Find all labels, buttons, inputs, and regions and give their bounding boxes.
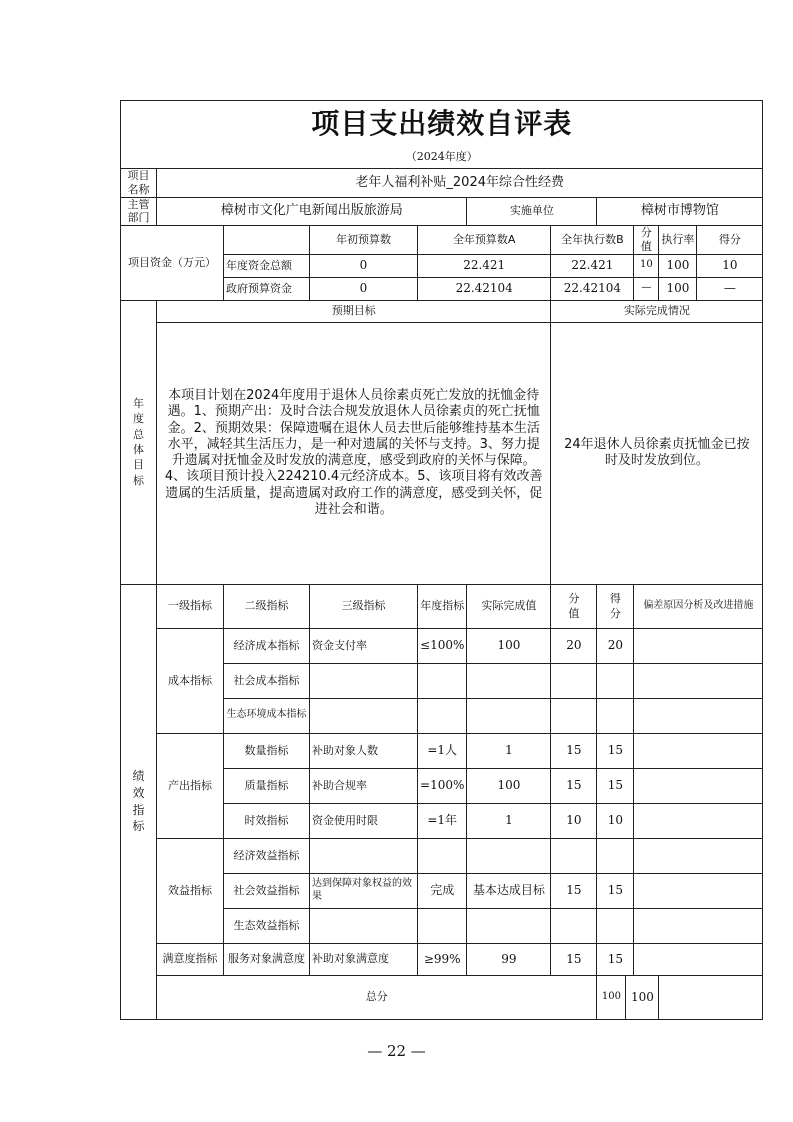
project-name-label: 项目名称	[121, 169, 157, 198]
note-cell	[634, 908, 763, 943]
actual-cell: 基本达成目标	[467, 873, 551, 908]
points-cell: 15	[551, 943, 597, 975]
score-cell: 15	[597, 733, 634, 768]
planned-goal-header: 预期目标	[157, 300, 551, 322]
points-cell	[551, 663, 597, 698]
project-name: 老年人福利补贴_2024年综合性经费	[157, 169, 763, 198]
level3-cell: 资金使用时限	[310, 803, 418, 838]
funds-header-rate: 执行率	[659, 226, 697, 255]
actual-cell	[467, 908, 551, 943]
header-level1: 一级指标	[157, 584, 224, 628]
unit-value: 樟树市博物馆	[597, 197, 763, 226]
dept-value: 樟树市文化广电新闻出版旅游局	[157, 197, 467, 226]
actual-cell	[467, 698, 551, 733]
actual-cell	[467, 663, 551, 698]
note-cell	[634, 663, 763, 698]
level2-cell: 时效指标	[224, 803, 310, 838]
level3-cell: 补助合规率	[310, 768, 418, 803]
score-cell	[597, 908, 634, 943]
header-score: 得分	[597, 584, 634, 628]
target-cell	[418, 698, 467, 733]
points-cell	[551, 838, 597, 873]
note-cell	[634, 698, 763, 733]
performance-evaluation-table	[120, 100, 763, 1020]
target-cell	[418, 838, 467, 873]
target-cell: ≤100%	[418, 628, 467, 663]
level2-cell: 生态效益指标	[224, 908, 310, 943]
total-note	[659, 975, 763, 1019]
note-cell	[634, 733, 763, 768]
funds-row-score: —	[697, 277, 763, 300]
target-cell	[418, 663, 467, 698]
actual-cell: 100	[467, 628, 551, 663]
score-cell: 15	[597, 873, 634, 908]
note-cell	[634, 628, 763, 663]
target-cell: =1年	[418, 803, 467, 838]
total-label: 总分	[157, 975, 597, 1019]
target-cell: =1人	[418, 733, 467, 768]
funds-row-rate: 100	[659, 277, 697, 300]
level3-cell: 补助对象人数	[310, 733, 418, 768]
level3-cell: 补助对象满意度	[310, 943, 418, 975]
target-cell	[418, 908, 467, 943]
actual-cell: 100	[467, 768, 551, 803]
score-cell	[597, 663, 634, 698]
note-cell	[634, 873, 763, 908]
actual-result-text: 24年退休人员徐素贞抚恤金已按时及时发放到位。	[551, 322, 763, 584]
score-cell: 10	[597, 803, 634, 838]
funds-row-executed: 22.421	[551, 254, 634, 277]
funds-row-name: 政府预算资金	[224, 277, 310, 300]
level2-cell: 经济成本指标	[224, 628, 310, 663]
level3-cell: 资金支付率	[310, 628, 418, 663]
header-note: 偏差原因分析及改进措施	[634, 584, 763, 628]
level2-cell: 数量指标	[224, 733, 310, 768]
actual-cell: 1	[467, 733, 551, 768]
score-cell: 15	[597, 768, 634, 803]
group-output: 产出指标	[157, 733, 224, 838]
level3-cell: 达到保障对象权益的效果	[310, 873, 418, 908]
funds-header-executed: 全年执行数B	[551, 226, 634, 255]
funds-header-score-value: 分值	[634, 226, 659, 255]
page-title: 项目支出绩效自评表	[121, 101, 763, 146]
funds-row-name: 年度资金总额	[224, 254, 310, 277]
header-level2: 二级指标	[224, 584, 310, 628]
group-satisfaction: 满意度指标	[157, 943, 224, 975]
year-note: （2024年度）	[121, 146, 763, 169]
level3-cell	[310, 698, 418, 733]
group-cost: 成本指标	[157, 628, 224, 733]
note-cell	[634, 838, 763, 873]
funds-header-budget: 全年预算数A	[418, 226, 551, 255]
header-points: 分值	[551, 584, 597, 628]
level3-cell	[310, 663, 418, 698]
points-cell: 15	[551, 768, 597, 803]
funds-row-score-value: —	[634, 277, 659, 300]
dept-label: 主管部门	[121, 197, 157, 226]
actual-cell	[467, 838, 551, 873]
actual-result-header: 实际完成情况	[551, 300, 763, 322]
points-cell: 10	[551, 803, 597, 838]
planned-goal-text: 本项目计划在2024年度用于退休人员徐素贞死亡发放的抚恤金待遇。1、预期产出：及时合法合规发放退休人员徐素贞的死亡抚恤金。2、预期效果：保障遗嘱在退休人员去世后能够维持基本生活水平，减轻其生活压力，是一种对遗属的关怀与支持。3、努力提升遗属对抚恤金及时发放的满意度，感受到政府的关怀与保障。4、该项目预计投入224210.4元经济成本。5、该项目将有效改善遗属的生活质量，提高遗属对政府工作的满意度，感受到关怀，促进社会和谐。	[157, 322, 551, 584]
level2-cell: 质量指标	[224, 768, 310, 803]
header-actual: 实际完成值	[467, 584, 551, 628]
target-cell: =100%	[418, 768, 467, 803]
note-cell	[634, 768, 763, 803]
funds-row-executed: 22.42104	[551, 277, 634, 300]
points-cell: 20	[551, 628, 597, 663]
funds-row-initial: 0	[310, 277, 418, 300]
actual-cell: 99	[467, 943, 551, 975]
level2-cell: 社会效益指标	[224, 873, 310, 908]
total-score: 100	[626, 975, 659, 1019]
score-cell	[597, 698, 634, 733]
page-number: — 22 —	[367, 1042, 426, 1060]
points-cell: 15	[551, 733, 597, 768]
score-cell: 15	[597, 943, 634, 975]
funds-row-score-value: 10	[634, 254, 659, 277]
funds-row-initial: 0	[310, 254, 418, 277]
funds-header-score: 得分	[697, 226, 763, 255]
score-cell: 20	[597, 628, 634, 663]
funds-row-budget: 22.42104	[418, 277, 551, 300]
target-cell: 完成	[418, 873, 467, 908]
level2-cell: 经济效益指标	[224, 838, 310, 873]
points-cell: 15	[551, 873, 597, 908]
note-cell	[634, 943, 763, 975]
header-target: 年度指标	[418, 584, 467, 628]
level2-cell: 生态环境成本指标	[224, 698, 310, 733]
note-cell	[634, 803, 763, 838]
indicators-side-label: 绩效指标	[121, 584, 157, 1019]
funds-row-rate: 100	[659, 254, 697, 277]
group-benefit: 效益指标	[157, 838, 224, 943]
header-level3: 三级指标	[310, 584, 418, 628]
actual-cell: 1	[467, 803, 551, 838]
level2-cell: 社会成本指标	[224, 663, 310, 698]
points-cell	[551, 698, 597, 733]
unit-label: 实施单位	[467, 197, 597, 226]
goals-row-label: 年度总体目标	[121, 300, 157, 584]
total-points: 100	[597, 975, 626, 1019]
target-cell: ≥99%	[418, 943, 467, 975]
level3-cell	[310, 838, 418, 873]
funds-row-score: 10	[697, 254, 763, 277]
points-cell	[551, 908, 597, 943]
score-cell	[597, 838, 634, 873]
level3-cell	[310, 908, 418, 943]
funds-header-initial: 年初预算数	[310, 226, 418, 255]
level2-cell: 服务对象满意度	[224, 943, 310, 975]
funds-label: 项目资金（万元）	[121, 226, 224, 301]
funds-row-budget: 22.421	[418, 254, 551, 277]
